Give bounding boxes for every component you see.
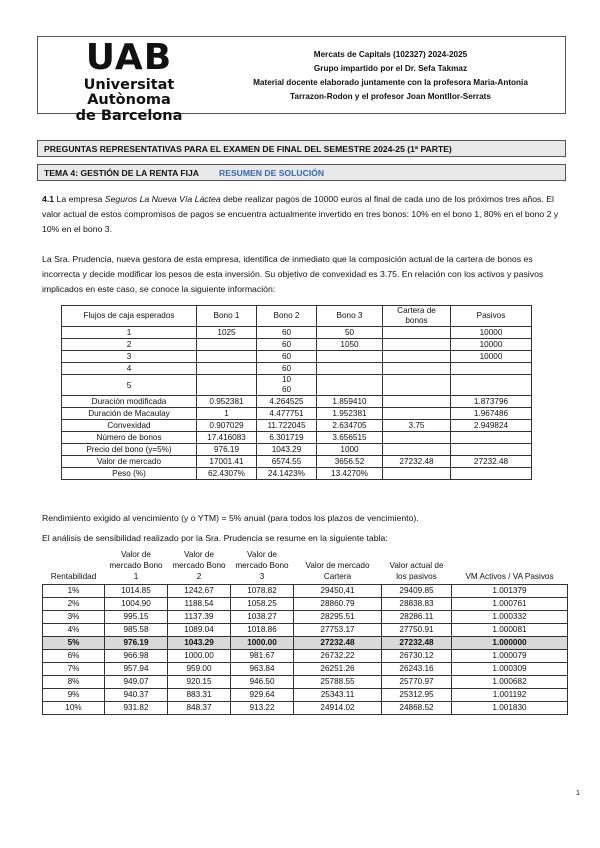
sensitivity-intro: El análisis de sensibilidad realizado por la Sra. Prudencia se resume en la siguiente tabla: (42, 533, 388, 543)
rate-cell: 4% (43, 624, 105, 637)
section-bar-exam: PREGUNTAS REPRESENTATIVAS PARA EL EXAMEN DE FINAL DEL SEMESTRE 2024-25 (1ª PARTE) (37, 140, 566, 157)
table-row (43, 702, 568, 715)
table-cell: 2.634705 (317, 420, 383, 432)
value-cell: 25770.97 (382, 676, 452, 689)
table1-metric-row (62, 432, 532, 444)
table-cell: 27232.48 (451, 456, 532, 468)
table1-metric-row (62, 408, 532, 420)
table-cell: 27232.48 (383, 456, 451, 468)
value-cell: 985.58 (105, 624, 168, 637)
table-cell: 60 (257, 363, 317, 375)
rate-cell: 2% (43, 598, 105, 611)
row-label: Valor de mercado (62, 456, 197, 468)
value-cell: 1014.85 (105, 585, 168, 598)
table-row (43, 598, 568, 611)
row-label: 3 (62, 351, 197, 363)
company-name: Seguros La Nueva Vía Láctea (104, 194, 221, 204)
rate-cell: 7% (43, 663, 105, 676)
table-cell: 17.416083 (197, 432, 257, 444)
value-cell: 28838.83 (382, 598, 452, 611)
value-cell: 883.31 (168, 689, 231, 702)
table-cell (451, 375, 532, 396)
table-cell (197, 351, 257, 363)
table-cell: 1025 (197, 327, 257, 339)
table-cell: 13.4270% (317, 468, 383, 480)
table-cell: 60 (257, 327, 317, 339)
table-row (43, 585, 568, 598)
value-cell: 920.15 (168, 676, 231, 689)
value-cell: 1004.90 (105, 598, 168, 611)
table-cell: 6574.55 (257, 456, 317, 468)
value-cell: 913.22 (231, 702, 294, 715)
table-cell: 2.949824 (451, 420, 532, 432)
table-cell: Bono 3 (317, 306, 383, 327)
row-label: Número de bonos (62, 432, 197, 444)
value-cell: 940.37 (105, 689, 168, 702)
value-cell: 29409.85 (382, 585, 452, 598)
table-cell: 60 (257, 339, 317, 351)
table-cell (197, 363, 257, 375)
value-cell: 26251.26 (294, 663, 382, 676)
row-label: Peso (%) (62, 468, 197, 480)
table1-flow-row (62, 351, 532, 363)
table-cell: 1000 (317, 444, 383, 456)
paragraph-prudencia: La Sra. Prudencia, nueva gestora de esta empresa, identifica de inmediato que la composición actual de la cartera de bonos es incorrecta y decide modificar los pesos de esta inversión. Su objetivo de convexidad es 3.75. En relación con los activos y pasivos implicados en este caso, se conoce la siguiente información: (42, 254, 544, 294)
value-cell: 976.19 (105, 637, 168, 650)
section-bar-tema (37, 164, 566, 181)
table-cell: 50 (317, 327, 383, 339)
value-cell: 26732.22 (294, 650, 382, 663)
value-cell: 966.98 (105, 650, 168, 663)
value-cell: 981.67 (231, 650, 294, 663)
table-cell: 1 (197, 408, 257, 420)
table-cell: 0.952381 (197, 396, 257, 408)
authors-line: Tarrazon-Rodon y el profesor Joan Montllor-Serrats (290, 92, 491, 101)
value-cell: 29450,41 (294, 585, 382, 598)
table-cell: 6.301719 (257, 432, 317, 444)
course-title: Mercats de Capitals (102327) 2024-2025 (313, 50, 468, 59)
page-number: 1 (576, 790, 580, 797)
table1-flow-row (62, 363, 532, 375)
table-cell: 3656.52 (317, 456, 383, 468)
row-label: 4 (62, 363, 197, 375)
value-cell: 1.001379 (452, 585, 568, 598)
table-cell: 60 (257, 351, 317, 363)
rate-cell: 9% (43, 689, 105, 702)
uab-logo (44, 38, 214, 124)
value-cell: 1018.86 (231, 624, 294, 637)
value-cell: 949.07 (105, 676, 168, 689)
p1-text-post: debe realizar pagos de 10000 euros al final de cada uno de los próximos tres años. El valor actual de estos compromisos de pagos se encuentra actualmente invertido en tres bonos: 10% en el bono 1, 80% en el bono 2 y 10% en el bono 3. (42, 194, 559, 234)
table-cell: 3.75 (383, 420, 451, 432)
value-cell: 26730.12 (382, 650, 452, 663)
table-cell (383, 375, 451, 396)
value-cell: 957.94 (105, 663, 168, 676)
column-header: Valor actual de los pasivos (389, 561, 444, 581)
value-cell: 1.001830 (452, 702, 568, 715)
material-line: Material docente elaborado juntamente con la profesora Maria-Antonia (253, 78, 528, 87)
logo-university: Universitat Autònoma (83, 77, 175, 108)
table-cell: Bono 2 (257, 306, 317, 327)
value-cell: 1.000682 (452, 676, 568, 689)
table1-flow-row (62, 339, 532, 351)
table-cell: 1050 (317, 339, 383, 351)
table-cell (451, 432, 532, 444)
value-cell: 1043.29 (168, 637, 231, 650)
table-row (43, 650, 568, 663)
value-cell: 26243.16 (382, 663, 452, 676)
column-header: Valor de mercado Cartera (305, 561, 370, 581)
table-cell: Cartera de bonos (383, 306, 451, 327)
rate-cell: 6% (43, 650, 105, 663)
question-number: 4.1 (42, 194, 55, 204)
rate-cell: 1% (43, 585, 105, 598)
rate-cell: 5% (43, 637, 105, 650)
table-cell (451, 363, 532, 375)
value-cell: 1000.00 (231, 637, 294, 650)
table-cell (383, 339, 451, 351)
row-label: 2 (62, 339, 197, 351)
table-cell: 11.722045 (257, 420, 317, 432)
table-cell: 17001.41 (197, 456, 257, 468)
table-row (43, 624, 568, 637)
table-cell: 976.19 (197, 444, 257, 456)
column-header: Valor de mercado Bono 1 (109, 550, 163, 581)
row-label: Convexidad (62, 420, 197, 432)
header-info (218, 48, 563, 104)
row-label: Duración modificada (62, 396, 197, 408)
rate-cell: 10% (43, 702, 105, 715)
table-row (43, 689, 568, 702)
sensitivity-table (42, 549, 568, 715)
value-cell: 27750.91 (382, 624, 452, 637)
logo-uab: UAB (85, 37, 173, 78)
table-cell: 10000 (451, 339, 532, 351)
column-header: Valor de mercado Bono 2 (172, 550, 226, 581)
value-cell: 1.000000 (452, 637, 568, 650)
rate-cell: 8% (43, 676, 105, 689)
column-header: Valor de mercado Bono 3 (235, 550, 289, 581)
value-cell: 1.000309 (452, 663, 568, 676)
value-cell: 28286.11 (382, 611, 452, 624)
table-cell (383, 396, 451, 408)
table-cell: Bono 1 (197, 306, 257, 327)
value-cell: 24914.02 (294, 702, 382, 715)
value-cell: 946.50 (231, 676, 294, 689)
value-cell: 28295.51 (294, 611, 382, 624)
value-cell: 963.84 (231, 663, 294, 676)
value-cell: 1.000761 (452, 598, 568, 611)
table-row (43, 676, 568, 689)
row-label: 1 (62, 327, 197, 339)
column-header: VM Activos / VA Pasivos (465, 572, 554, 581)
value-cell: 959.00 (168, 663, 231, 676)
value-cell: 1242.67 (168, 585, 231, 598)
resumen-label: RESUMEN DE SOLUCIÓN (219, 168, 325, 178)
table1-header (62, 306, 532, 327)
table1-flow-row (62, 375, 532, 396)
table1-metric-row (62, 444, 532, 456)
row-label: Flujos de caja esperados (62, 306, 197, 327)
value-cell: 24868.52 (382, 702, 452, 715)
table-cell (383, 432, 451, 444)
table1-metric-row (62, 456, 532, 468)
table-cell (383, 363, 451, 375)
value-cell: 1078.82 (231, 585, 294, 598)
value-cell: 28860.79 (294, 598, 382, 611)
value-cell: 1137.39 (168, 611, 231, 624)
value-cell: 27232.48 (294, 637, 382, 650)
table-cell (451, 444, 532, 456)
value-cell: 848.37 (168, 702, 231, 715)
paragraph-4-1 (42, 192, 566, 237)
table-cell (197, 375, 257, 396)
column-header: Rentabilidad (50, 572, 97, 581)
table-row (43, 637, 568, 650)
table-cell: 62.4307% (197, 468, 257, 480)
table-cell (383, 408, 451, 420)
table-cell: 1.952381 (317, 408, 383, 420)
group-line: Grupo impartido por el Dr. Sefa Takmaz (313, 64, 468, 73)
value-cell: 1038.27 (231, 611, 294, 624)
table-cell (317, 351, 383, 363)
value-cell: 1000.00 (168, 650, 231, 663)
value-cell: 1.001192 (452, 689, 568, 702)
table-cell (383, 327, 451, 339)
ytm-note: Rendimiento exigido al vencimiento (y o YTM) = 5% anual (para todos los plazos de vencimiento). (42, 513, 419, 523)
table-cell: 4.477751 (257, 408, 317, 420)
table-cell (451, 468, 532, 480)
rate-cell: 3% (43, 611, 105, 624)
table-cell (317, 363, 383, 375)
value-cell: 1.000081 (452, 624, 568, 637)
table-cell (383, 351, 451, 363)
value-cell: 929.64 (231, 689, 294, 702)
table1-metric-row (62, 420, 532, 432)
table-cell (383, 444, 451, 456)
table-cell (197, 339, 257, 351)
table-cell: 4.264525 (257, 396, 317, 408)
table-cell: 1.967486 (451, 408, 532, 420)
value-cell: 25312.95 (382, 689, 452, 702)
value-cell: 1.000332 (452, 611, 568, 624)
table-cell: Pasivos (451, 306, 532, 327)
table1-metric-row (62, 396, 532, 408)
value-cell: 995.15 (105, 611, 168, 624)
p1-text-pre: La empresa (54, 194, 105, 204)
value-cell: 27232.48 (382, 637, 452, 650)
value-cell: 25788.55 (294, 676, 382, 689)
table-cell: 24.1423% (257, 468, 317, 480)
table-cell (317, 375, 383, 396)
table-cell: 1043.29 (257, 444, 317, 456)
value-cell: 1089.04 (168, 624, 231, 637)
value-cell: 27753.17 (294, 624, 382, 637)
table-cell: 10000 (451, 327, 532, 339)
table-cell: 1.859410 (317, 396, 383, 408)
table-row (43, 663, 568, 676)
row-label: Duración de Macaulay (62, 408, 197, 420)
table-row (43, 611, 568, 624)
row-label: 5 (62, 375, 197, 396)
logo-city: de Barcelona (75, 108, 183, 124)
value-cell: 931.82 (105, 702, 168, 715)
value-cell: 1188.54 (168, 598, 231, 611)
table-cell: 0.907029 (197, 420, 257, 432)
value-cell: 25343.11 (294, 689, 382, 702)
table-cell: 1.873796 (451, 396, 532, 408)
value-cell: 1058.25 (231, 598, 294, 611)
tema-title: TEMA 4: GESTIÓN DE LA RENTA FIJA (44, 168, 200, 178)
table1-metric-row (62, 468, 532, 480)
table-cell (383, 468, 451, 480)
bond-info-table (61, 305, 532, 480)
table-cell: 10 60 (257, 375, 317, 396)
table-cell: 3.656515 (317, 432, 383, 444)
value-cell: 1.000079 (452, 650, 568, 663)
table1-flow-row (62, 327, 532, 339)
row-label: Precio del bono (y=5%) (62, 444, 197, 456)
table-cell: 10000 (451, 351, 532, 363)
